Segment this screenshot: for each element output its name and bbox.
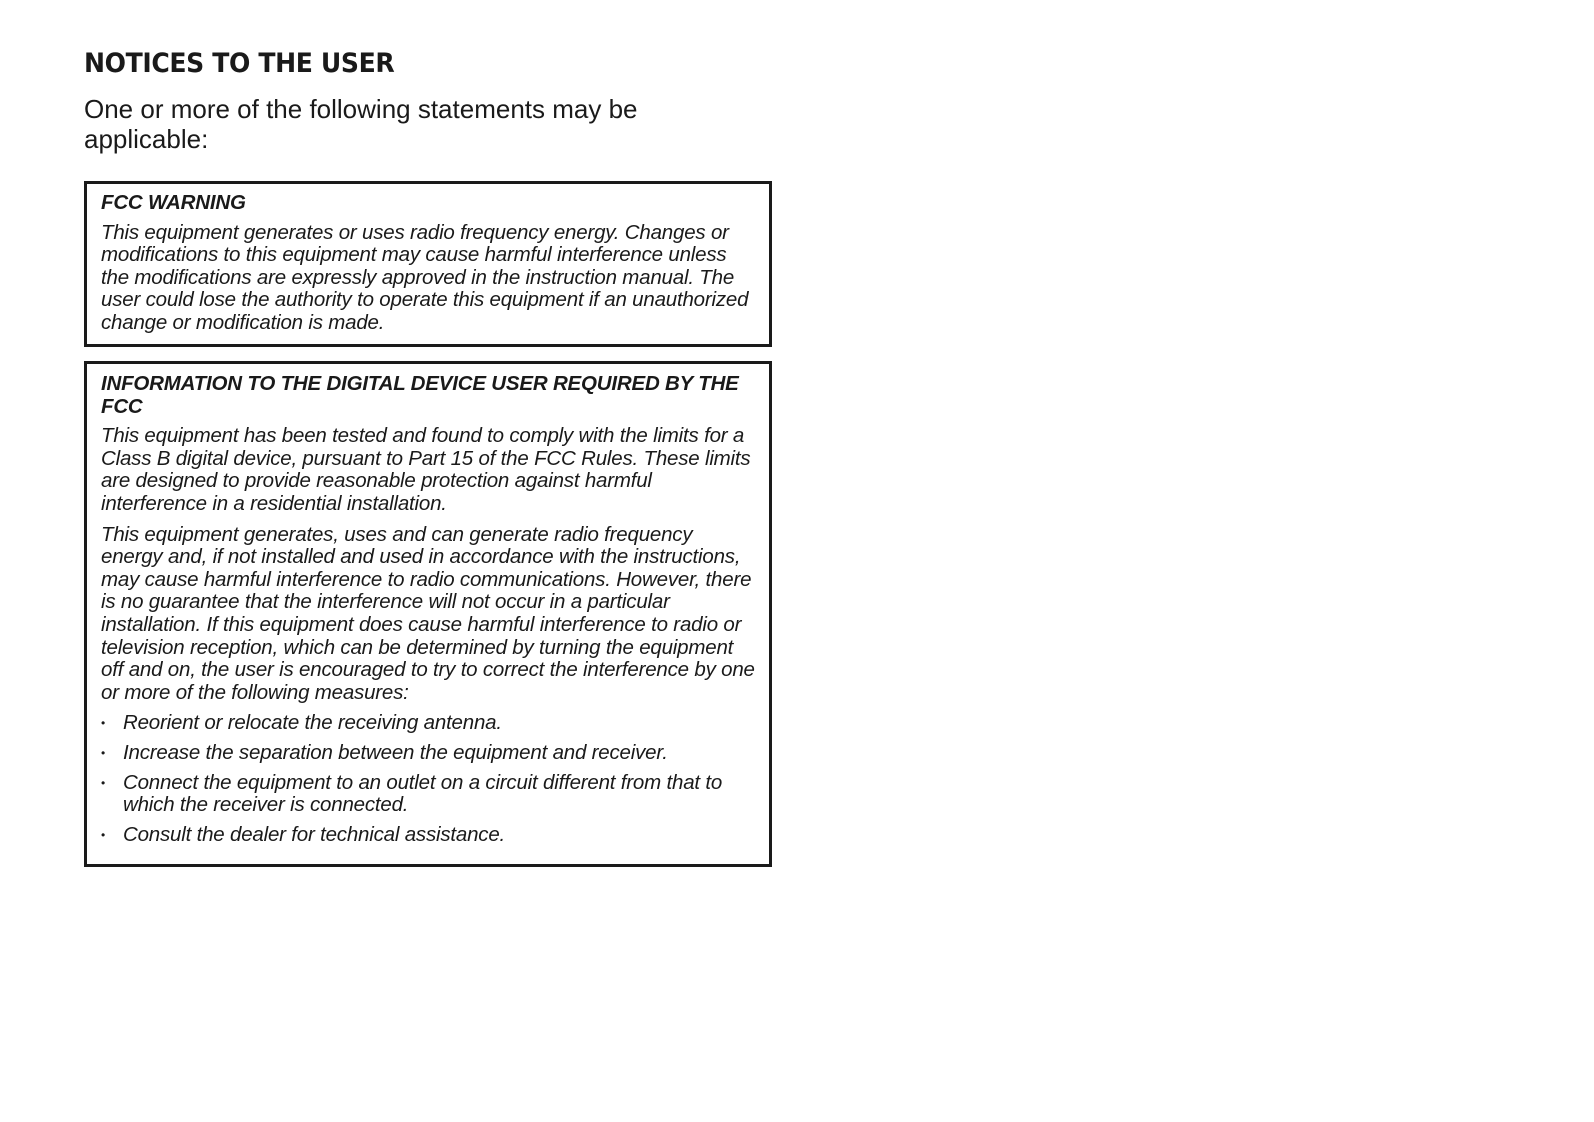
measures-list [101, 712, 755, 846]
intro-text: One or more of the following statements may be applicable: [84, 94, 638, 154]
digital-device-heading: INFORMATION TO THE DIGITAL DEVICE USER REQUIRED BY THE FCC [101, 372, 739, 418]
bullet-icon: • [101, 745, 106, 760]
digital-device-box [84, 361, 772, 867]
digital-device-paragraph: This equipment has been tested and found to comply with the limits for a Class B digital device, pursuant to Part 15 of the FCC Rules. These limits are designed to provide reasonable protection against harmful interference in a residential installation. [101, 424, 751, 515]
list-item [101, 742, 755, 765]
digital-device-paragraph: This equipment generates, uses and can generate radio frequency energy and, if not installed and used in accordance with the instructions, may cause harmful interference to radio communications. However, there is no guarantee that the interference will not occur in a particular installation. If this equipment does cause harmful interference to radio or television reception, which can be determined by turning the equipment off and on, the user is encouraged to try to correct the interference by one or more of the following measures: [101, 522, 755, 704]
measure-text: Reorient or relocate the receiving antenna. [123, 711, 502, 735]
measure-text: Connect the equipment to an outlet on a circuit different from that to which the receiver is connected. [123, 770, 723, 817]
measure-text: Consult the dealer for technical assistance. [123, 822, 506, 846]
bullet-icon: • [101, 775, 106, 790]
notices-page [84, 44, 772, 867]
fcc-warning-body: This equipment generates or uses radio frequency energy. Changes or modifications to this equipment may cause harmful interference unless the modifications are expressly approved in the instruction manual. The user could lose the authority to operate this equipment if an unauthorized change or modification is made. [101, 220, 749, 334]
fcc-warning-box [84, 181, 772, 347]
fcc-warning-heading: FCC WARNING [101, 191, 246, 214]
list-item [101, 772, 755, 817]
bullet-icon: • [101, 716, 106, 731]
bullet-icon: • [101, 827, 106, 842]
measure-text: Increase the separation between the equipment and receiver. [123, 740, 668, 764]
page-title: NOTICES TO THE USER [84, 48, 395, 79]
list-item [101, 712, 755, 735]
list-item [101, 824, 755, 847]
